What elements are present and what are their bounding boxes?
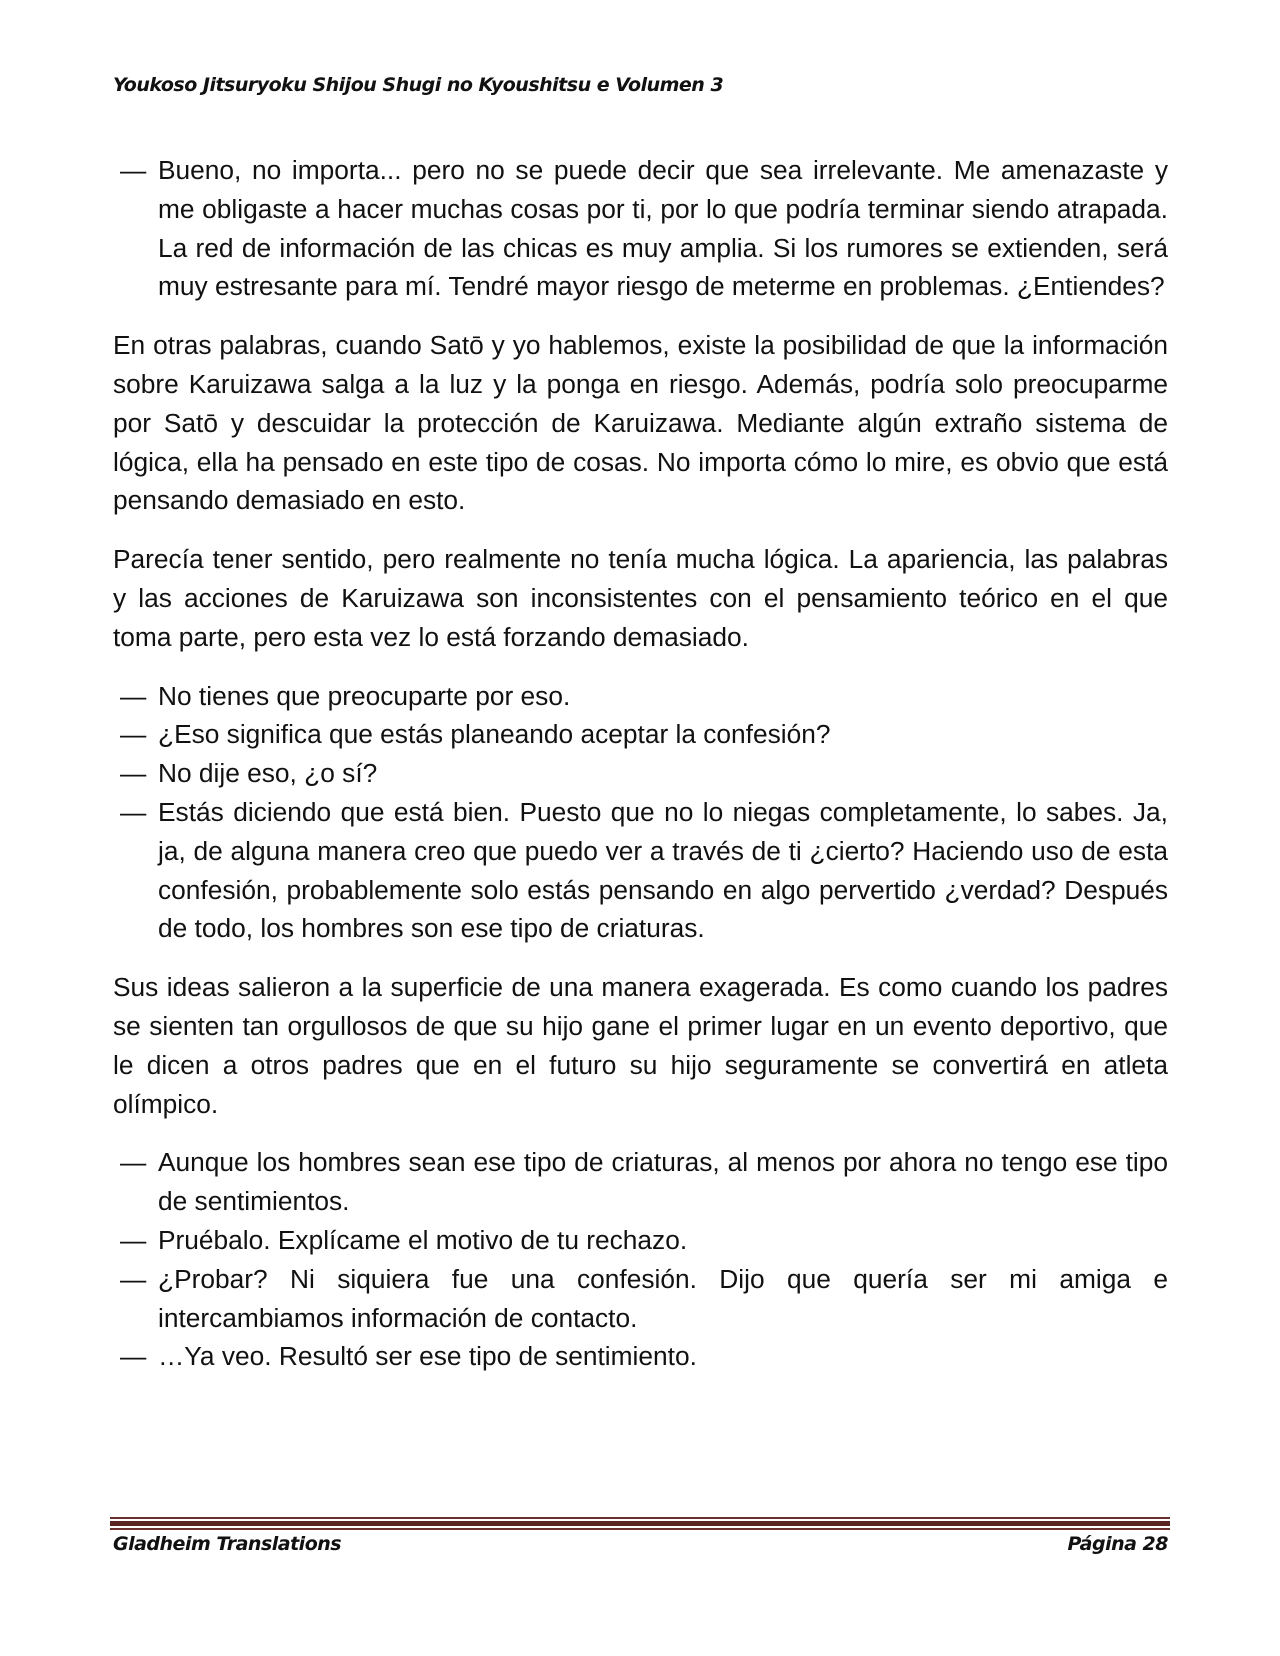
- dialogue-text: …Ya veo. Resultó ser ese tipo de sentimiento.: [158, 1341, 697, 1372]
- dialogue-dash: —: [120, 680, 147, 711]
- footer-credit: Gladheim Translations: [113, 1533, 342, 1555]
- dialogue-dash: —: [120, 1341, 147, 1372]
- dialogue-line: [113, 1260, 1168, 1338]
- dialogue-line: [113, 1337, 1168, 1376]
- dialogue-text: ¿Probar? Ni siquiera fue una confesión. Dijo que quería ser mi amiga e intercambiamos información de contacto.: [158, 1263, 1168, 1333]
- footer-rule: [110, 1528, 1170, 1530]
- dialogue-dash: —: [120, 719, 147, 750]
- dialogue-dash: —: [120, 796, 147, 827]
- dialogue-dash: —: [120, 1263, 147, 1294]
- dialogue-line: [113, 1143, 1168, 1221]
- dialogue-block: [113, 677, 1168, 949]
- footer-rule: [110, 1521, 1170, 1526]
- paragraph: Sus ideas salieron a la superficie de una manera exagerada. Es como cuando los padres se sienten tan orgullosos de que su hijo gane el primer lugar en un evento deportivo, que le dicen a otros padres que en el futuro su hijo seguramente se convertirá en atleta olímpico.: [113, 972, 1168, 1119]
- dialogue-dash: —: [120, 155, 147, 185]
- paragraph: En otras palabras, cuando Satō y yo hablemos, existe la posibilidad de que la información sobre Karuizawa salga a la luz y la ponga en riesgo. Además, podría solo preocuparme por Satō y descuidar la protección de Karuizawa. Mediante algún extraño sistema de lógica, ella ha pensado en este tipo de cosas. No importa cómo lo mire, es obvio que está pensando demasiado en esto.: [113, 330, 1168, 516]
- dialogue-text: Aunque los hombres sean ese tipo de criaturas, al menos por ahora no tengo ese tipo de sentimientos.: [158, 1147, 1168, 1217]
- dialogue-line: [113, 151, 1168, 306]
- dialogue-text: Pruébalo. Explícame el motivo de tu rechazo.: [158, 1224, 688, 1255]
- dialogue-line: [113, 754, 1168, 793]
- dialogue-text: Bueno, no importa... pero no se puede decir que sea irrelevante. Me amenazaste y me obligaste a hacer muchas cosas por ti, por lo que podría terminar siendo atrapada. La red de información de las chicas es muy amplia. Si los rumores se extienden, será muy estresante para mí. Tendré mayor riesgo de meterme en problemas. ¿Entiendes?: [158, 155, 1168, 302]
- footer-rule: [110, 1517, 1170, 1519]
- running-header: Youkoso Jitsuryoku Shijou Shugi no Kyoushitsu e Volumen 3: [113, 74, 724, 96]
- dialogue-dash: —: [120, 758, 147, 789]
- dialogue-text: No tienes que preocuparte por eso.: [158, 680, 571, 711]
- dialogue-dash: —: [120, 1224, 147, 1255]
- dialogue-dash: —: [120, 1147, 147, 1178]
- dialogue-text: No dije eso, ¿o sí?: [158, 758, 378, 789]
- paragraph: Parecía tener sentido, pero realmente no tenía mucha lógica. La apariencia, las palabras y las acciones de Karuizawa son inconsistentes con el pensamiento teórico en el que toma parte, pero esta vez lo está forzando demasiado.: [113, 544, 1168, 652]
- dialogue-text: Estás diciendo que está bien. Puesto que no lo niegas completamente, lo sabes. Ja, ja, de alguna manera creo que puedo ver a través de ti ¿cierto? Haciendo uso de esta confesión, probablemente solo estás pensando en algo pervertido ¿verdad? Después de todo, los hombres son ese tipo de criaturas.: [158, 796, 1168, 944]
- page-number: Página 28: [1067, 1533, 1168, 1555]
- page-body: [113, 151, 1168, 1396]
- dialogue-line: [113, 677, 1168, 716]
- dialogue-line: [113, 715, 1168, 754]
- dialogue-line: [113, 1221, 1168, 1260]
- dialogue-block: [113, 1143, 1168, 1376]
- dialogue-line: [113, 793, 1168, 948]
- dialogue-block: [113, 151, 1168, 306]
- dialogue-text: ¿Eso significa que estás planeando aceptar la confesión?: [158, 719, 831, 750]
